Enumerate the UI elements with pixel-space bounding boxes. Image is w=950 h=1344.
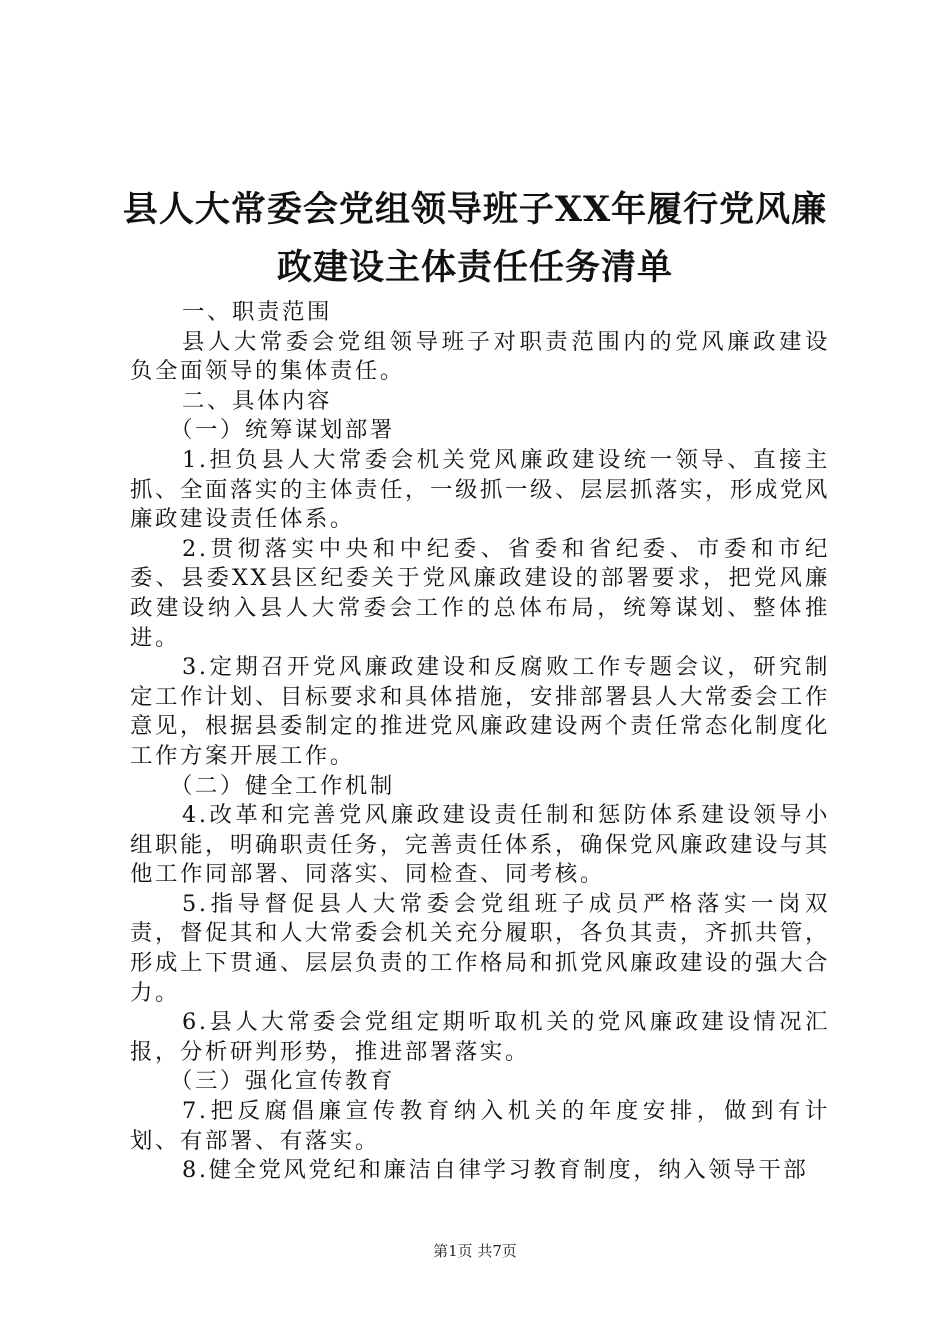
document-title-line-1: 县人大常委会党组领导班子XX年履行党风廉 [122,189,828,230]
document-title-line-2: 政建设主体责任任务清单 [276,247,673,288]
body-paragraph: 7.把反腐倡廉宣传教育纳入机关的年度安排，做到有计划、有部署、有落实。 [130,1098,830,1154]
section-heading: 一、职责范围 [182,299,332,325]
body-paragraph: 4.改革和完善党风廉政建设责任制和惩防体系建设领导小组职能，明确职责任务，完善责任体系，确保党风廉政建设与其他工作同部署、同落实、同检查、同考核。 [130,802,830,888]
subsection-heading: （二）健全工作机制 [170,772,395,799]
page-footer: 第1页 共7页 [433,1242,517,1260]
body-paragraph: 5.指导督促县人大常委会党组班子成员严格落实一岗双责，督促其和人大常委会机关充分履职，各负其责，齐抓共管，形成上下贯通、层层负责的工作格局和抓党风廉政建设的强大合力。 [130,890,830,1006]
subsection-heading: （一）统筹谋划部署 [170,417,395,444]
body-paragraph: 县人大常委会党组领导班子对职责范围内的党风廉政建设负全面领导的集体责任。 [130,328,830,385]
section-heading: 二、具体内容 [182,387,332,414]
body-paragraph: 3.定期召开党风廉政建设和反腐败工作专题会议，研究制定工作计划、目标要求和具体措施，安排部署县人大常委会工作意见，根据县委制定的推进党风廉政建设两个责任常态化制度化工作方案开展工作。 [130,654,830,769]
body-paragraph: 1.担负县人大常委会机关党风廉政建设统一领导、直接主抓、全面落实的主体责任，一级抓一级、层层抓落实，形成党风廉政建设责任体系。 [130,446,830,533]
subsection-heading: （三）强化宣传教育 [170,1068,395,1095]
body-paragraph: 2.贯彻落实中央和中纪委、省委和省纪委、市委和市纪委、县委XX县区纪委关于党风廉政建设的部署要求，把党风廉政建设纳入县人大常委会工作的总体布局，统筹谋划、整体推进。 [130,535,830,651]
document-body [130,298,830,1186]
body-paragraph: 6.县人大常委会党组定期听取机关的党风廉政建设情况汇报，分析研判形势，推进部署落实。 [130,1009,830,1065]
body-paragraph: 8.健全党风党纪和廉洁自律学习教育制度，纳入领导干部 [182,1157,809,1184]
